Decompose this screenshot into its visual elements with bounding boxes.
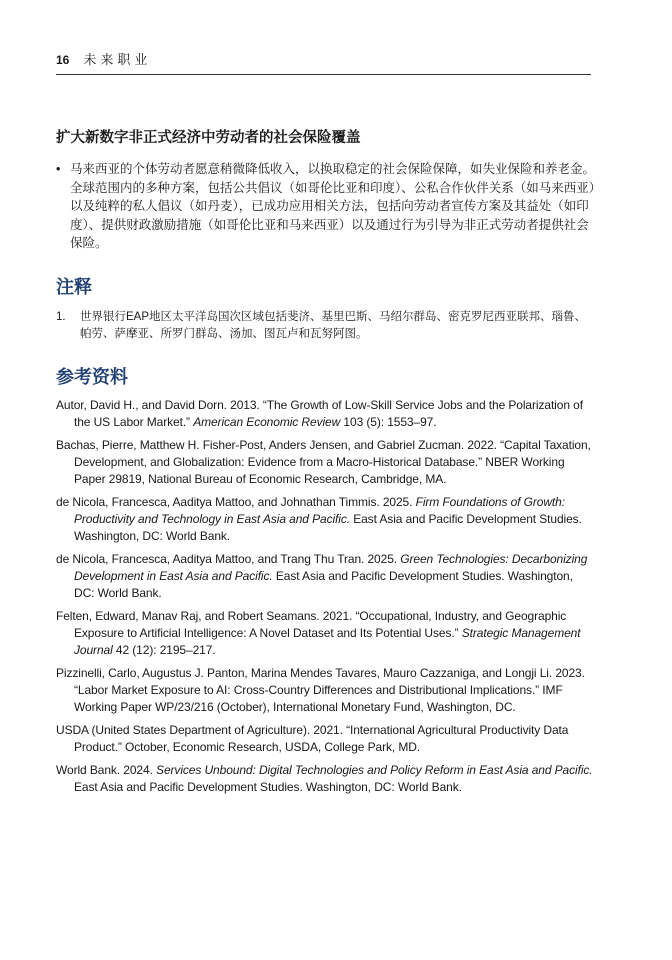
reference-text: Bachas, Pierre, Matthew H. Fisher-Post, Anders Jensen, and Gabriel Zucman. 2022. “Capital Taxation, Development, and Globalization: Evidence from a Macro-Historical Database.” NBER Working Paper 29819, National Bureau of Economic Research, Cambridge, MA. [56, 437, 591, 486]
reference-tail: East Asia and Pacific Development Studies. Washington, DC: World Bank. [74, 511, 582, 543]
notes-title: 注释 [56, 276, 92, 297]
section-heading: 扩大新数字非正式经济中劳动者的社会保险覆盖 [56, 130, 361, 146]
bullet-list [56, 160, 596, 253]
page-number: 16 [56, 53, 70, 67]
reference-tail: East Asia and Pacific Development Studies. Washington, DC: World Bank. [74, 568, 573, 600]
reference-item [56, 762, 596, 796]
note-text: 世界银行EAP地区太平洋岛国次区域包括斐济、基里巴斯、马绍尔群岛、密克罗尼西亚联邦、瑙鲁、帕劳、萨摩亚、所罗门群岛、汤加、图瓦卢和瓦努阿图。 [80, 310, 587, 340]
bullet-text: 马来西亚的个体劳动者愿意稍微降低收入，以换取稳定的社会保险保障，如失业保险和养老金。全球范围内的多种方案，包括公共倡议（如哥伦比亚和印度）、公私合作伙伴关系（如马来西亚）以及纯粹的私人倡议（如丹麦），已成功应用相关方法，包括向劳动者宣传方案及其益处（如印度）、提供财政激励措施（如哥伦比亚和马来西亚）以及通过行为引导为非正式劳动者提供社会保险。 [70, 162, 596, 250]
reference-italic: Firm Foundations of Growth: Productivity and Technology in East Asia and Pacific. [74, 494, 565, 526]
reference-italic: Services Unbound: Digital Technologies and Policy Reform in East Asia and Pacific. [156, 762, 593, 777]
reference-tail: 103 (5): 1553–97. [340, 414, 437, 429]
reference-text: Pizzinelli, Carlo, Augustus J. Panton, Marina Mendes Tavares, Mauro Cazzaniga, and Longji Li. 2023. “Labor Market Exposure to AI: Cross-Country Differences and Distributional Implications.” IMF Working Paper WP/23/216 (October), International Monetary Fund, Washington, DC. [56, 665, 585, 714]
reference-italic: Strategic Management Journal [74, 625, 581, 657]
reference-italic: Green Technologies: Decarbonizing Development in East Asia and Pacific. [74, 551, 588, 583]
bullet-icon: • [56, 162, 61, 176]
page-content [56, 128, 596, 802]
reference-text: World Bank. 2024. [56, 762, 157, 777]
running-header [56, 52, 591, 75]
reference-list [56, 397, 596, 796]
reference-text: Autor, David H., and David Dorn. 2013. “The Growth of Low-Skill Service Jobs and the Polarization of the US Labor Market.” [56, 397, 583, 429]
reference-text: USDA (United States Department of Agriculture). 2021. “International Agricultural Productivity Data Product.” October, Economic Research, USDA, College Park, MD. [56, 722, 569, 754]
reference-item [56, 608, 596, 659]
note-item [56, 309, 596, 343]
reference-text: de Nicola, Francesca, Aaditya Mattoo, and Johnathan Timmis. 2025. [56, 494, 416, 509]
reference-item [56, 551, 596, 602]
reference-text: Felten, Edward, Manav Raj, and Robert Seamans. 2021. “Occupational, Industry, and Geographic Exposure to Artificial Intelligence: A Novel Dataset and Its Potential Uses.” [56, 608, 567, 640]
reference-italic: American Economic Review [193, 414, 341, 429]
reference-item [56, 437, 596, 488]
bullet-item [56, 160, 596, 253]
note-number: 1. [56, 310, 66, 323]
reference-tail: 42 (12): 2195–217. [112, 642, 216, 657]
reference-text: de Nicola, Francesca, Aaditya Mattoo, and Trang Thu Tran. 2025. [56, 551, 401, 566]
running-title: 未来职业 [83, 52, 152, 67]
reference-item [56, 397, 596, 431]
reference-tail: East Asia and Pacific Development Studies. Washington, DC: World Bank. [74, 779, 462, 794]
reference-item [56, 494, 596, 545]
reference-item [56, 665, 596, 716]
references-title: 参考资料 [56, 366, 128, 387]
reference-item [56, 722, 596, 756]
